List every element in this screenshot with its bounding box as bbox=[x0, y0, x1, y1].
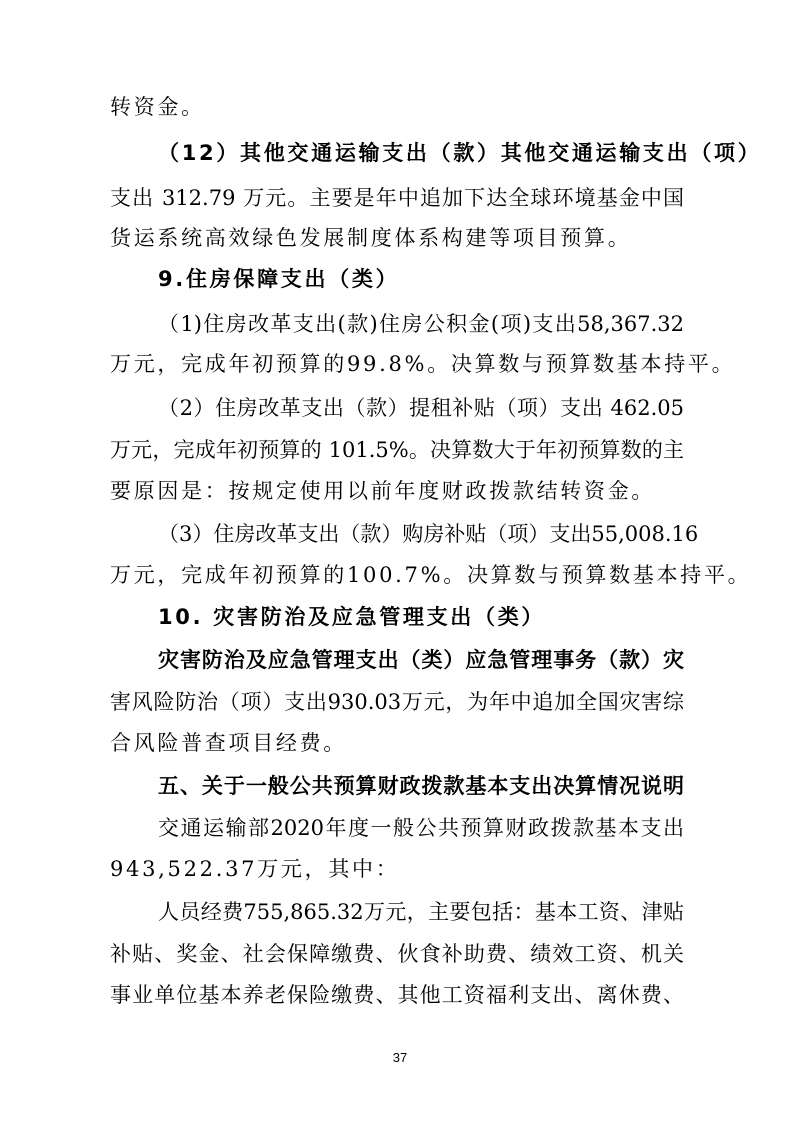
paragraph-line: 货运系统高效绿色发展制度体系构建等项目预算。 bbox=[110, 226, 632, 250]
paragraph-line: （3）住房改革支出（款）购房补贴（项）支出55,008.16 bbox=[158, 522, 699, 546]
paragraph-line: 支出 312.79 万元。主要是年中追加下达全球环境基金中国 bbox=[110, 186, 684, 210]
paragraph-line: 害风险防治（项）支出930.03万元，为年中追加全国灾害综 bbox=[110, 690, 684, 714]
paragraph-line: 合风险普查项目经费。 bbox=[110, 731, 347, 755]
section-heading-disaster: 10. 灾害防治及应急管理支出（类） bbox=[158, 605, 546, 629]
paragraph-line: 万元，完成年初预算的99.8%。决算数与预算数基本持平。 bbox=[110, 352, 736, 376]
paragraph-line: （1)住房改革支出(款)住房公积金(项)支出58,367.32 bbox=[158, 312, 684, 336]
paragraph-line: 万元，完成年初预算的 101.5%。决算数大于年初预算数的主 bbox=[110, 438, 684, 462]
paragraph-line: 交通运输部2020年度一般公共预算财政拨款基本支出 bbox=[158, 816, 684, 840]
chapter-heading-five: 五、关于一般公共预算财政拨款基本支出决算情况说明 bbox=[158, 774, 684, 798]
paragraph-line: 转资金。 bbox=[110, 95, 205, 119]
paragraph-line: 要原因是：按规定使用以前年度财政拨款结转资金。 bbox=[110, 479, 656, 503]
paragraph-line: 万元，完成年初预算的100.7%。决算数与预算数基本持平。 bbox=[110, 563, 752, 587]
paragraph-line: 事业单位基本养老保险缴费、其他工资福利支出、离休费、 bbox=[110, 983, 684, 1007]
item-heading-12: （12）其他交通运输支出（款）其他交通运输支出（项） bbox=[158, 141, 762, 165]
paragraph-line: 943,522.37万元，其中： bbox=[110, 857, 400, 881]
paragraph-line: （2）住房改革支出（款）提租补贴（项）支出 462.05 bbox=[158, 396, 684, 420]
paragraph-line: 补贴、奖金、社会保障缴费、伙食补助费、绩效工资、机关 bbox=[110, 942, 684, 966]
section-heading-housing: 9.住房保障支出（类） bbox=[158, 267, 400, 291]
paragraph-line: 灾害防治及应急管理支出（类）应急管理事务（款）灾 bbox=[158, 648, 684, 672]
paragraph-line: 人员经费755,865.32万元，主要包括：基本工资、津贴 bbox=[158, 900, 684, 924]
page-number: 37 bbox=[392, 1050, 408, 1065]
